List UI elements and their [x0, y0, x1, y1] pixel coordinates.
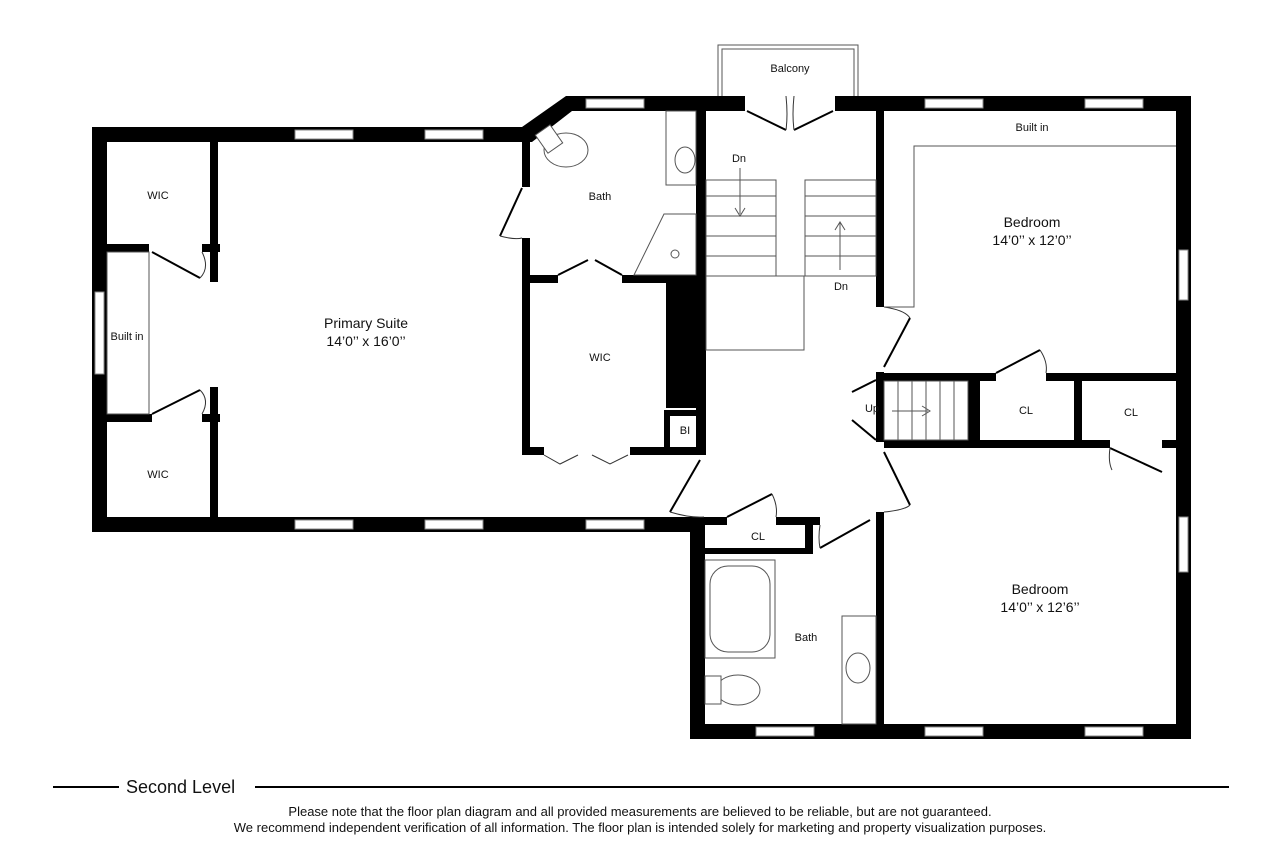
- disclaimer-line-2: We recommend independent verification of all information. The floor plan is intended solely for marketing and property visualization purposes.: [233, 820, 1047, 835]
- built-in-top-label: Built in: [1015, 122, 1049, 134]
- level-title-row: [53, 776, 1229, 798]
- stairs-up: [884, 381, 968, 440]
- bi-label: BI: [679, 425, 691, 437]
- disclaimer-line-1: Please note that the floor plan diagram and all provided measurements are believed to be reliable, but are not guaranteed.: [288, 804, 992, 819]
- cl-hall-label: CL: [750, 531, 766, 543]
- wic-top-label: WIC: [147, 190, 169, 202]
- bedroom-2-name: Bedroom: [1011, 581, 1069, 597]
- windows: [95, 99, 1188, 736]
- sink-bottom-bath: [842, 616, 876, 724]
- interior-walls: [107, 111, 1176, 724]
- dn-left-label: Dn: [731, 153, 747, 165]
- bath-top-label: Bath: [588, 191, 612, 203]
- bathtub-bottom-bath: [705, 560, 775, 658]
- built-in-left-label: Built in: [110, 331, 144, 343]
- title-rule-right: [255, 786, 1229, 788]
- primary-suite-dims: 14’0’’ x 16’0’’: [326, 333, 406, 349]
- bedroom-1-name: Bedroom: [1003, 214, 1061, 230]
- exterior-walls: [92, 96, 1191, 739]
- room-labels: [110, 63, 1138, 644]
- bedroom-1-dims: 14’0’’ x 12’0’’: [992, 232, 1072, 248]
- wic-center-label: WIC: [589, 352, 611, 364]
- dn-right-label: Dn: [833, 281, 849, 293]
- cl-middle-label: CL: [1018, 405, 1034, 417]
- toilet-top-bath: [535, 125, 588, 167]
- wic-bottom-label: WIC: [147, 469, 169, 481]
- bedroom-2-dims: 14’0’’ x 12’6’’: [1000, 599, 1080, 615]
- bath-bottom-label: Bath: [794, 632, 818, 644]
- balcony-label: Balcony: [770, 63, 810, 75]
- primary-suite-name: Primary Suite: [323, 315, 409, 331]
- toilet-bottom-bath: [705, 675, 760, 705]
- level-title: Second Level: [126, 777, 236, 797]
- stairs-down-right: [805, 180, 876, 276]
- up-label: Up: [864, 403, 880, 415]
- title-rule-left: [53, 786, 119, 788]
- stairs-down-left: [706, 168, 776, 276]
- sink-top-bath: [666, 111, 696, 185]
- shower-top-bath: [634, 214, 696, 275]
- cl-right-label: CL: [1123, 407, 1139, 419]
